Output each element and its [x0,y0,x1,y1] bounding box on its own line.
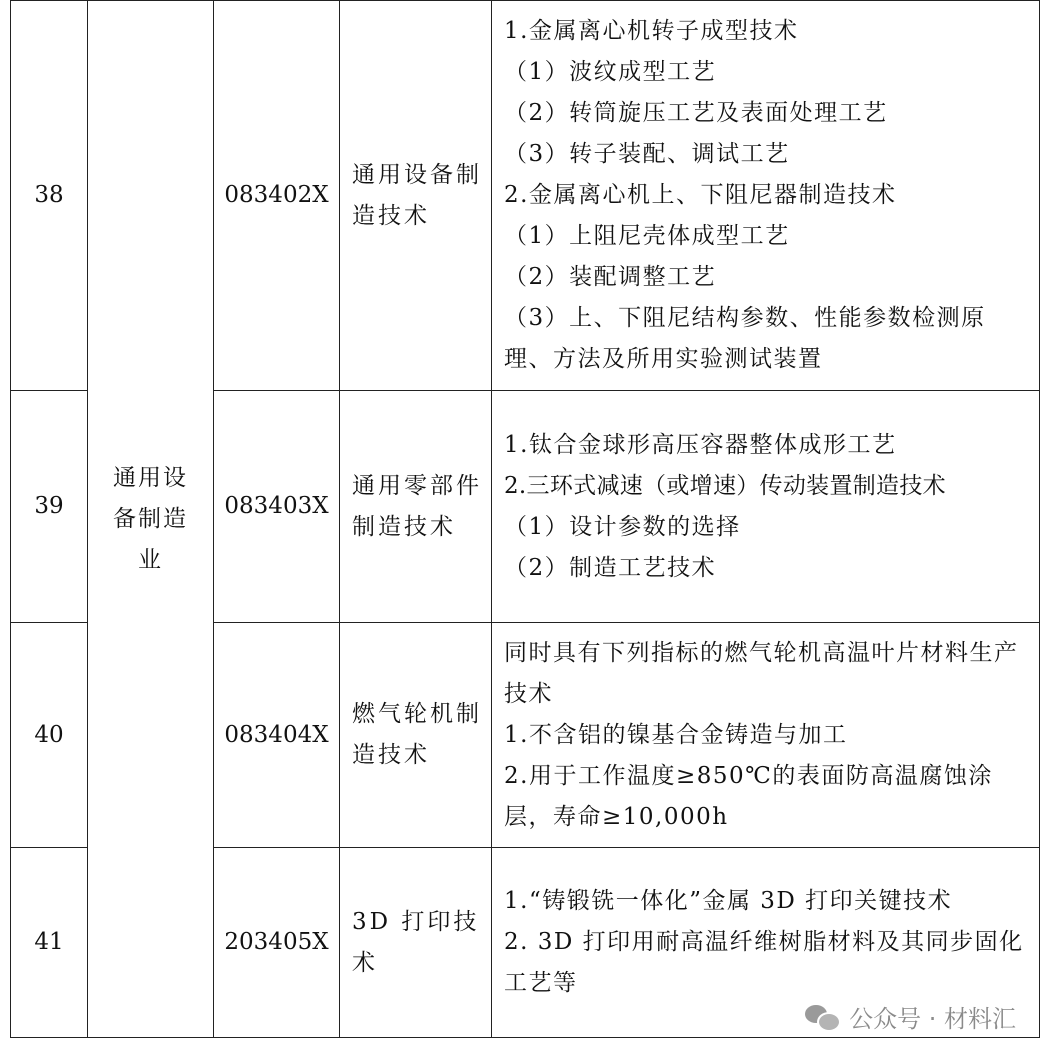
tech-name-cell [340,848,492,1038]
watermark-text: 公众号 · 材料汇 [849,1005,1016,1033]
tech-code: 083403X [214,391,340,623]
tech-name: 通用设备制造技术 [352,161,482,229]
industry-name: 通用设备制造业 [113,464,188,573]
table-row [11,1,1040,391]
tech-name-cell [340,623,492,848]
content-line: 同时具有下列指标的燃气轮机高温叶片材料生产技术 [504,639,1019,707]
content-line: 2.用于工作温度≥850℃的表面防高温腐蚀涂层，寿命≥10,000h [504,762,993,830]
content-line: 2.金属离心机上、下阻尼器制造技术 [504,182,897,208]
content-line: 2. 3D 打印用耐高温纤维树脂材料及其同步固化工艺等 [504,929,1024,996]
content-line: （3）上、下阻尼结构参数、性能参数检测原理、方法及所用实验测试装置 [504,305,986,372]
tech-name: 通用零部件制造技术 [352,472,482,540]
content-line: 1.“铸锻铣一体化”金属 3D 打印关键技术 [504,888,953,914]
content-line: 1.不含铝的镍基合金铸造与加工 [504,721,848,748]
watermark [805,999,1016,1034]
content-line: （1）设计参数的选择 [504,513,741,540]
content-line: （2）装配调整工艺 [504,264,717,290]
row-number: 38 [11,1,88,391]
industry-cell [88,1,214,1038]
content-line: （2）转筒旋压工艺及表面处理工艺 [504,100,888,126]
content-line: 1.钛合金球形高压容器整体成形工艺 [504,431,897,458]
tech-code: 083404X [214,623,340,848]
row-number: 39 [11,391,88,623]
tech-content [492,623,1040,848]
row-number: 40 [11,623,88,848]
content-line: （1）上阻尼壳体成型工艺 [504,223,790,249]
row-number: 41 [11,848,88,1038]
tech-code: 083402X [214,1,340,391]
technology-table [10,0,1040,1038]
tech-content [492,391,1040,623]
content-line: 2.三环式减速（或增速）传动装置制造技术 [504,472,946,499]
tech-name-cell [340,1,492,391]
content-line: （3）转子装配、调试工艺 [504,141,790,167]
content-line: （2）制造工艺技术 [504,554,717,581]
tech-name-cell [340,391,492,623]
content-line: （1）波纹成型工艺 [504,59,717,85]
tech-name: 燃气轮机制造技术 [352,701,482,768]
wechat-icon [805,1003,839,1031]
content-line: 1.金属离心机转子成型技术 [504,18,799,44]
tech-code: 203405X [214,848,340,1038]
tech-content [492,1,1040,391]
tech-name: 3D 打印技术 [352,908,480,976]
